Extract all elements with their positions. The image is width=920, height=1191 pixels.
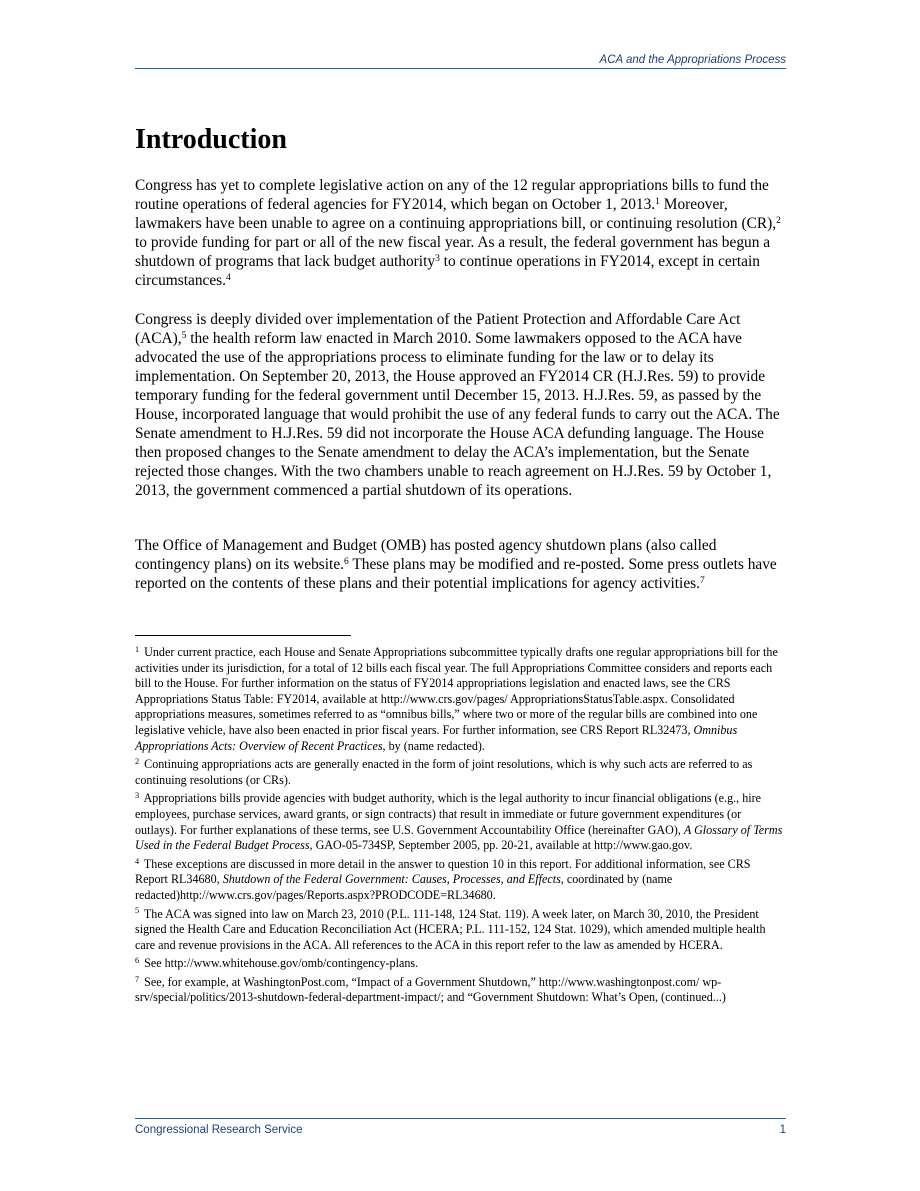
footnote-ref-7[interactable]: 7 [700,574,705,586]
footer-organization: Congressional Research Service [135,1124,303,1136]
footer-rule [135,1118,786,1119]
footnote-ref-5[interactable]: 5 [181,329,187,341]
footnote-number: 5 [135,906,140,916]
footnote-number: 7 [135,974,140,984]
footnote-3 [135,791,786,853]
footnote-5 [135,907,786,954]
body-paragraph-2 [135,310,786,500]
footnote-text: These exceptions are discussed in more detail in the answer to question 10 in this report. For additional information, see CRS Report RL34680, [135,856,751,887]
footnote-ref-6[interactable]: 6 [344,555,349,567]
footnote-title: A Glossary of Terms Used in the Federal Budget Process [135,822,783,853]
footnote-number: 6 [135,956,140,966]
footnote-number: 2 [135,757,140,767]
running-header: ACA and the Appropriations Process [599,54,786,66]
footnote-text: , coordinated by (name redacted)http://www.crs.gov/pages/Reports.aspx?PRODCODE=RL34680. [135,872,673,902]
footnote-ref-1[interactable]: 1 [655,195,660,207]
paragraph-text: to continue operations in FY2014, except in certain circumstances. [135,253,760,289]
footnote-text: , by (name redacted). [382,738,485,753]
page-number: 1 [779,1124,786,1136]
footnote-text: , GAO-05-734SP, September 2005, pp. 20-21, available at http://www.gao.gov. [309,838,693,853]
footnote-ref-2[interactable]: 2 [776,214,781,226]
footnote-text: See http://www.whitehouse.gov/omb/contingency-plans. [141,956,419,971]
footnote-number: 4 [135,856,140,866]
page-title: Introduction [135,124,287,155]
footnote-text: See, for example, at WashingtonPost.com, “Impact of a Government Shutdown,” http://www.washingtonpost.com/ wp-srv/special/politics/2013-shutdown-federal-department-impact/; and “Government Shutdown: What’s Open, (continued...) [135,974,726,1005]
footnote-text: Under current practice, each House and Senate Appropriations subcommittee typically drafts one regular appropriations bill for the activities under its jurisdiction, for a total of 12 bills each fiscal year. The full Appropriations Committee considers and reports each bill to the House. For further information on the status of FY2014 appropriations legislation and enacted laws, see the CRS Appropriations Status Table: FY2014, available at http://www.crs.gov/pages/ AppropriationsStatusTable.aspx. Consolidated appropriations measures, sometimes referred to as “omnibus bills,” where two or more of the regular bills are combined into one legislative vehicle, have also been enacted in prior fiscal years. For further information, see CRS Report RL32473, [135,645,778,737]
footnote-ref-3[interactable]: 3 [435,252,440,264]
header-rule [135,68,786,69]
footnote-number: 1 [135,644,140,654]
footnote-6 [135,956,786,972]
footnote-4 [135,857,786,904]
paragraph-text: the health reform law enacted in March 2010. Some lawmakers opposed to the ACA have advocated the use of the appropriations process to eliminate funding for the law or to delay its implementation. On September 20, 2013, the House approved an FY2014 CR (H.J.Res. 59) to provide temporary funding for the federal government until December 15, 2013. H.J.Res. 59, as passed by the House, incorporated language that would prohibit the use of any federal funds to carry out the ACA. The Senate amendment to H.J.Res. 59 did not incorporate the House ACA defunding language. The House then proposed changes to the Senate amendment to delay the ACA’s implementation, but the Senate rejected those changes. With the two chambers unable to reach agreement on H.J.Res. 59 by October 1, 2013, the government commenced a partial shutdown of its operations. [135,330,780,499]
footnote-title: Shutdown of the Federal Government: Causes, Processes, and Effects [222,872,561,887]
footnote-7 [135,975,786,1006]
footnote-text: Appropriations bills provide agencies with budget authority, which is the legal authority to incur financial obligations (e.g., hire employees, purchase services, award grants, or sign contracts) that result in immediate or future government expenditures (or outlays). For further explanations of these terms, see U.S. Government Accountability Office (hereinafter GAO), [135,791,761,837]
footnote-title: Omnibus Appropriations Acts: Overview of Recent Practices [135,722,738,753]
footnote-text: Continuing appropriations acts are generally enacted in the form of joint resolutions, which is why such acts are referred to as continuing resolutions (or CRs). [135,757,753,787]
paragraph-text: Congress has yet to complete legislative action on any of the 12 regular appropriations bills to fund the routine operations of federal agencies for FY2014, which began on October 1, 2013. [135,177,769,213]
footnote-text: The ACA was signed into law on March 23, 2010 (P.L. 111-148, 124 Stat. 119). A week later, on March 30, 2010, the President signed the Health Care and Education Reconciliation Act (HCERA; P.L. 111-152, 124 Stat. 1029), which amended multiple health care and revenue provisions in the ACA. All references to the ACA in this report refer to the law as amended by HCERA. [135,906,766,952]
paragraph-text: to provide funding for part or all of the new fiscal year. As a result, the federal government has begun a shutdown of programs that lack budget authority [135,234,771,270]
paragraph-text: Congress is deeply divided over implementation of the Patient Protection and Affordable Care Act (ACA), [135,311,741,347]
body-paragraph-3 [135,536,786,593]
footnote-number: 3 [135,791,140,801]
paragraph-text: The Office of Management and Budget (OMB) has posted agency shutdown plans (also called contingency plans) on its website. [135,537,717,573]
footnote-separator [135,635,351,636]
body-paragraph-1 [135,176,786,290]
footnotes [135,645,786,1009]
paragraph-text: These plans may be modified and re-posted. Some press outlets have reported on the contents of these plans and their potential implications for agency activities. [135,556,777,592]
footnote-2 [135,757,786,788]
footnote-1 [135,645,786,754]
footnote-ref-4[interactable]: 4 [226,271,231,283]
paragraph-text: Moreover, lawmakers have been unable to agree on a continuing appropriations bill, or continuing resolution (CR), [135,196,777,232]
